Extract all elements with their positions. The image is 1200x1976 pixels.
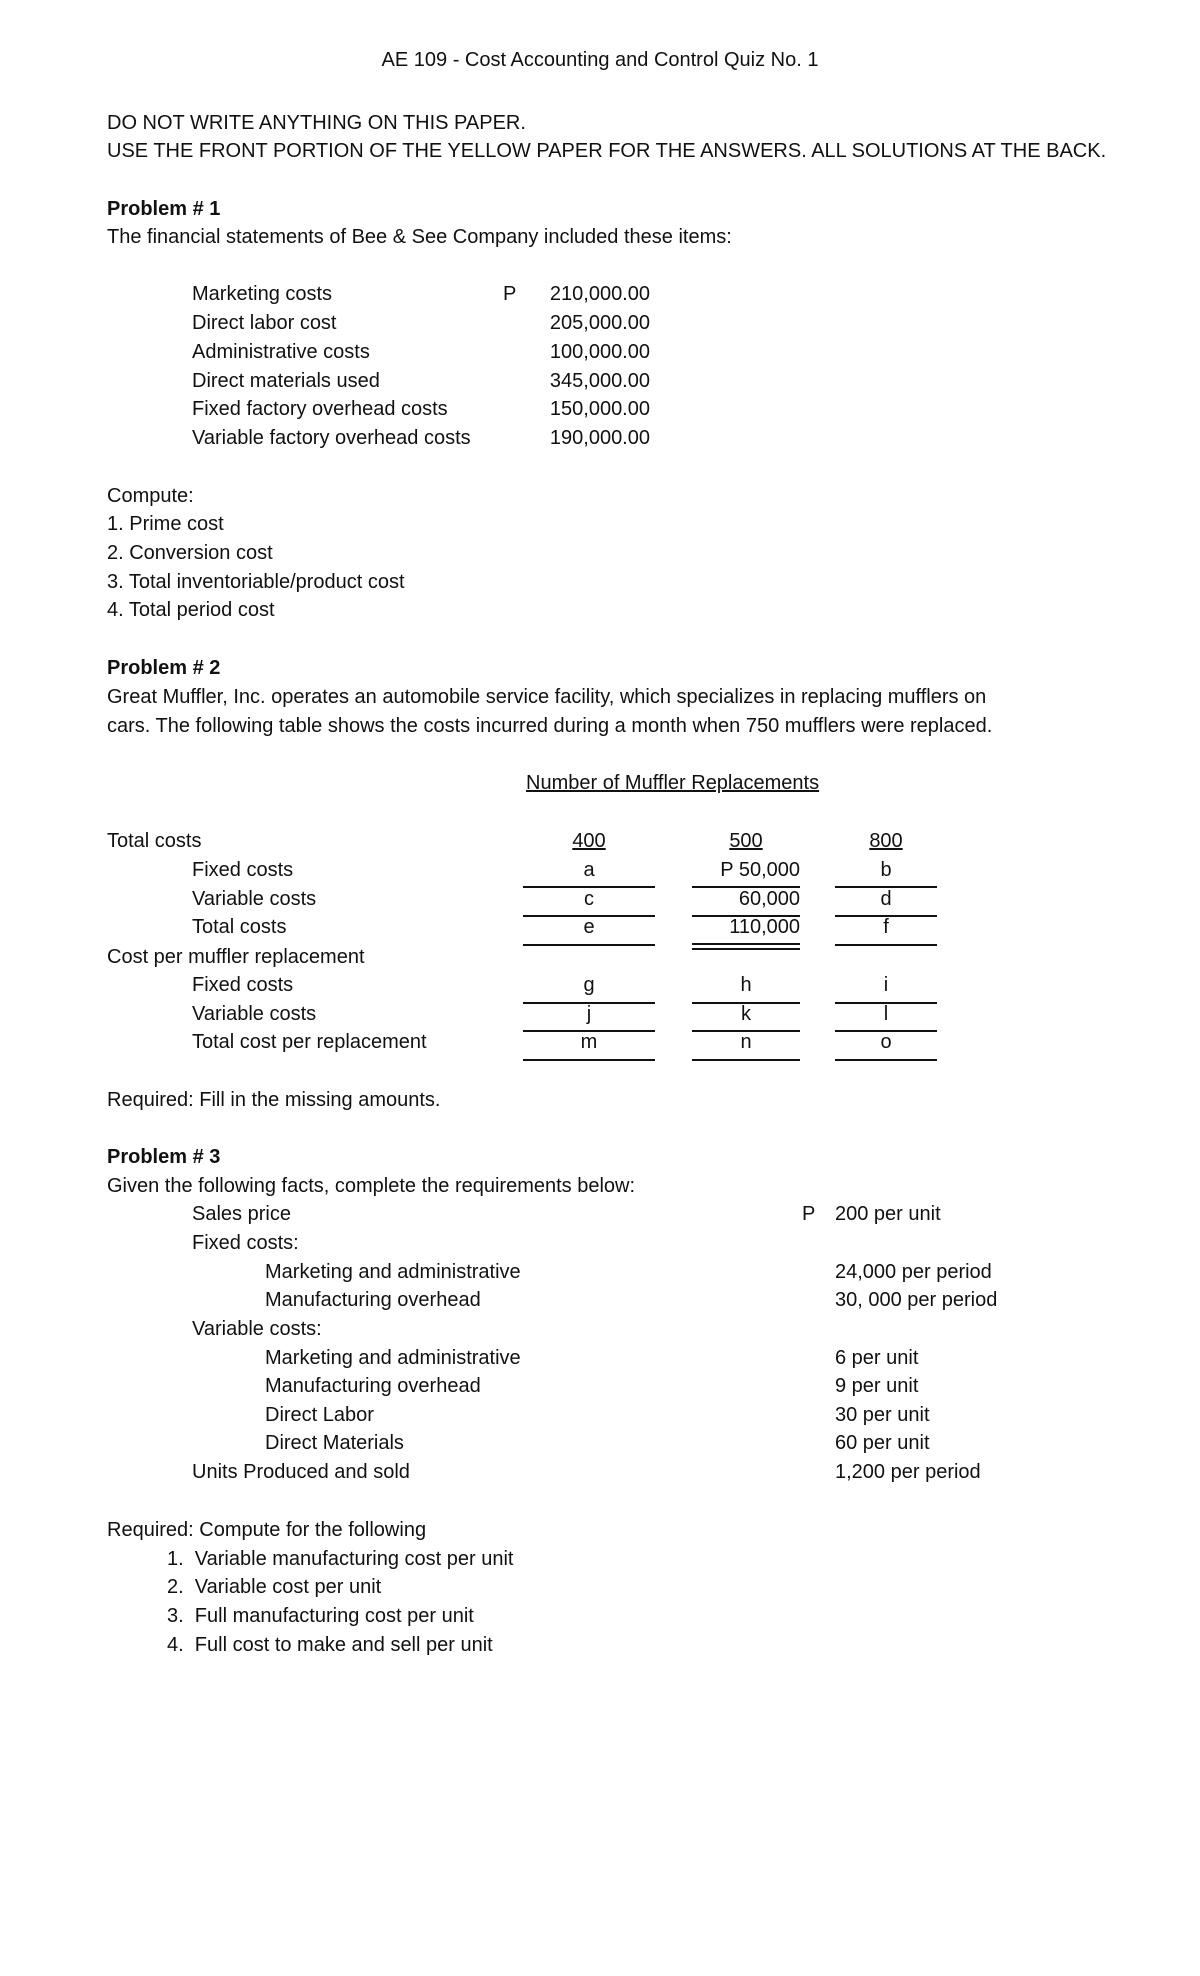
compute-item: 1. Prime cost bbox=[107, 513, 224, 535]
row-label-per-fixed: Fixed costs bbox=[192, 974, 294, 996]
units-value: 1,200 per period bbox=[835, 1461, 981, 1483]
compute-item: 4. Total period cost bbox=[107, 599, 275, 621]
problem-1-currency: P bbox=[503, 283, 517, 305]
variable-item-label: Direct Labor bbox=[265, 1404, 374, 1426]
table-cell: e bbox=[583, 916, 595, 938]
row-label-total: Total costs bbox=[192, 916, 287, 938]
row-label-per-variable: Variable costs bbox=[192, 1003, 317, 1025]
instruction-line-1: DO NOT WRITE ANYTHING ON THIS PAPER. bbox=[107, 112, 526, 134]
variable-item-value: 9 per unit bbox=[835, 1375, 919, 1397]
sales-price-value: 200 per unit bbox=[835, 1203, 941, 1225]
p1-item-label: Direct labor cost bbox=[192, 312, 337, 334]
table-cell: o bbox=[880, 1031, 892, 1053]
variable-item-value: 60 per unit bbox=[835, 1432, 930, 1454]
table-cell: P 50,000 bbox=[720, 859, 800, 881]
cell-underline bbox=[835, 1059, 937, 1061]
variable-item-value: 6 per unit bbox=[835, 1347, 919, 1369]
problem-2-heading: Problem # 2 bbox=[107, 657, 221, 679]
fixed-item-value: 30, 000 per period bbox=[835, 1289, 998, 1311]
row-label-fixed: Fixed costs bbox=[192, 859, 294, 881]
table-cell: a bbox=[583, 859, 595, 881]
units-label: Units Produced and sold bbox=[192, 1461, 410, 1483]
instruction-line-2: USE THE FRONT PORTION OF THE YELLOW PAPER FOR THE ANSWERS. ALL SOLUTIONS AT THE BACK. bbox=[107, 140, 1107, 162]
problem-3-required-label: Required: Compute for the following bbox=[107, 1519, 427, 1541]
required-item: 1. Variable manufacturing cost per unit bbox=[167, 1548, 514, 1570]
table-cell: i bbox=[883, 974, 889, 996]
problem-3-heading: Problem # 3 bbox=[107, 1146, 221, 1168]
compute-item: 3. Total inventoriable/product cost bbox=[107, 571, 405, 593]
page-title: AE 109 - Cost Accounting and Control Quiz No. 1 bbox=[381, 49, 819, 71]
double-underline bbox=[692, 943, 800, 950]
problem-3-currency: P bbox=[802, 1203, 816, 1225]
p1-item-amount: 205,000.00 bbox=[549, 312, 650, 334]
table-cell: 60,000 bbox=[738, 888, 800, 910]
table-cell: f bbox=[883, 916, 889, 938]
column-header: 500 bbox=[729, 830, 763, 852]
compute-item: 2. Conversion cost bbox=[107, 542, 273, 564]
p1-item-amount: 100,000.00 bbox=[549, 341, 650, 363]
p1-item-label: Administrative costs bbox=[192, 341, 370, 363]
fixed-costs-label: Fixed costs: bbox=[192, 1232, 299, 1254]
fixed-item-value: 24,000 per period bbox=[835, 1261, 992, 1283]
required-item: 3. Full manufacturing cost per unit bbox=[167, 1605, 474, 1627]
sales-price-label: Sales price bbox=[192, 1203, 291, 1225]
variable-item-label: Marketing and administrative bbox=[265, 1347, 521, 1369]
compute-label: Compute: bbox=[107, 485, 194, 507]
table-title: Number of Muffler Replacements bbox=[526, 772, 820, 794]
p1-item-amount: 190,000.00 bbox=[549, 427, 650, 449]
p1-item-amount: 345,000.00 bbox=[549, 370, 650, 392]
table-cell: d bbox=[880, 888, 892, 910]
variable-item-label: Direct Materials bbox=[265, 1432, 404, 1454]
table-cell: m bbox=[580, 1031, 598, 1053]
column-header: 800 bbox=[869, 830, 903, 852]
problem-1-intro: The financial statements of Bee & See Company included these items: bbox=[107, 226, 732, 248]
p1-item-label: Variable factory overhead costs bbox=[192, 427, 471, 449]
variable-costs-label: Variable costs: bbox=[192, 1318, 322, 1340]
table-cell: n bbox=[740, 1031, 752, 1053]
problem-1-heading: Problem # 1 bbox=[107, 198, 221, 220]
table-cell: j bbox=[586, 1003, 592, 1025]
problem-2-required: Required: Fill in the missing amounts. bbox=[107, 1089, 441, 1111]
table-cell: k bbox=[741, 1003, 751, 1025]
table-cell: b bbox=[880, 859, 892, 881]
problem-3-intro: Given the following facts, complete the requirements below: bbox=[107, 1175, 636, 1197]
row-label-variable: Variable costs bbox=[192, 888, 317, 910]
problem-2-intro-line-1: Great Muffler, Inc. operates an automobile service facility, which specializes in replacing mufflers on bbox=[107, 686, 987, 708]
p1-item-label: Fixed factory overhead costs bbox=[192, 398, 448, 420]
cell-underline bbox=[835, 944, 937, 946]
row-label-per-total: Total cost per replacement bbox=[192, 1031, 427, 1053]
p1-item-label: Marketing costs bbox=[192, 283, 333, 305]
problem-2-intro-line-2: cars. The following table shows the costs incurred during a month when 750 mufflers were replaced. bbox=[107, 715, 993, 737]
per-unit-heading: Cost per muffler replacement bbox=[107, 946, 365, 968]
table-cell: g bbox=[583, 974, 595, 996]
table-cell: l bbox=[883, 1003, 889, 1025]
p1-item-amount: 210,000.00 bbox=[549, 283, 650, 305]
cell-underline bbox=[523, 1059, 655, 1061]
total-costs-heading: Total costs bbox=[107, 830, 202, 852]
required-item: 2. Variable cost per unit bbox=[167, 1576, 382, 1598]
table-cell: c bbox=[584, 888, 594, 910]
fixed-item-label: Marketing and administrative bbox=[265, 1261, 521, 1283]
fixed-item-label: Manufacturing overhead bbox=[265, 1289, 481, 1311]
table-cell: 110,000 bbox=[729, 916, 800, 938]
p1-item-amount: 150,000.00 bbox=[549, 398, 650, 420]
column-header: 400 bbox=[572, 830, 606, 852]
cell-underline bbox=[692, 1059, 800, 1061]
table-cell: h bbox=[740, 974, 752, 996]
variable-item-label: Manufacturing overhead bbox=[265, 1375, 481, 1397]
p1-item-label: Direct materials used bbox=[192, 370, 380, 392]
required-item: 4. Full cost to make and sell per unit bbox=[167, 1634, 493, 1656]
variable-item-value: 30 per unit bbox=[835, 1404, 930, 1426]
cell-underline bbox=[523, 944, 655, 946]
